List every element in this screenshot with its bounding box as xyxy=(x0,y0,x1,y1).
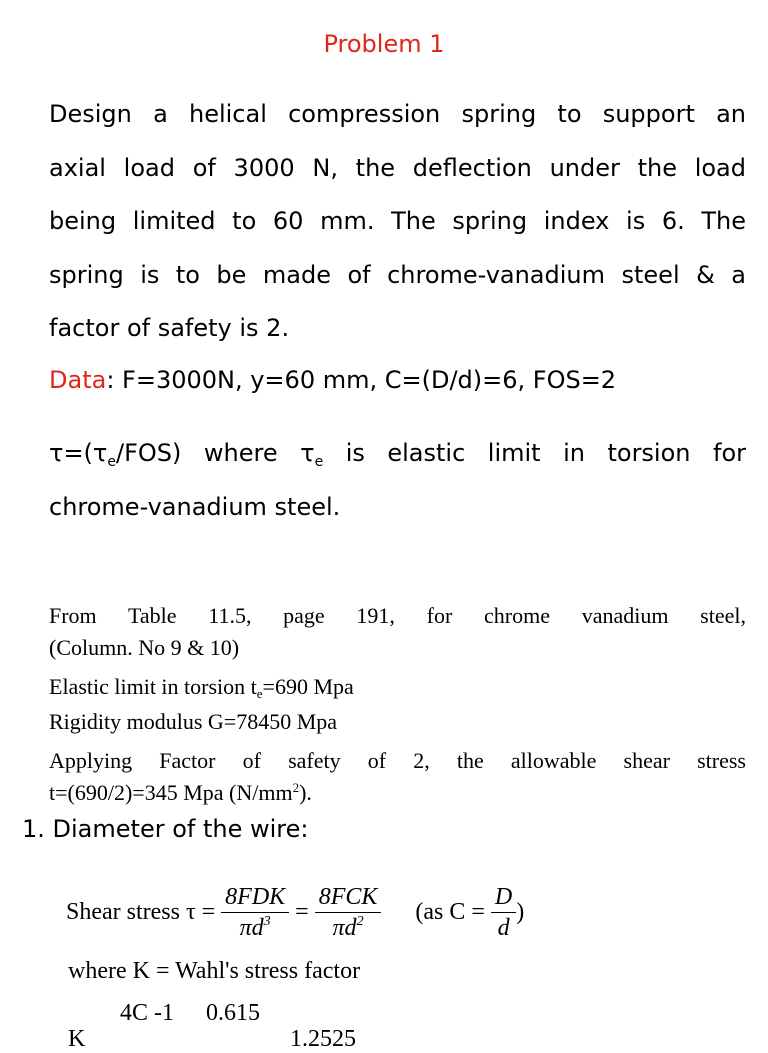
k-numerator: 4C -1 xyxy=(120,1000,174,1026)
k-result: 1.2525 xyxy=(290,1026,356,1052)
fraction: $\frac{\text{8FCK}}{\pi d^2}$ xyxy=(315,882,382,943)
table-reference xyxy=(49,600,746,664)
applying-line: Applying Factor of safety of 2, the allowable shear stress xyxy=(49,748,746,773)
problem-statement xyxy=(49,88,746,356)
problem-line: factor of safety is 2. xyxy=(49,314,290,342)
fraction: $\frac{\text{8FDK}}{\pi d^3}$ xyxy=(221,882,289,943)
k-numerator: 0.615 xyxy=(206,1000,260,1026)
applying-line: t=(690/2)=345 Mpa $(N/mm^2)$. xyxy=(49,780,312,805)
elastic-limit-line: Elastic limit in torsion $t_e=690$ Mpa xyxy=(49,674,354,701)
tau-word: torsion xyxy=(607,439,691,467)
tau-word: is xyxy=(345,439,365,467)
wahl-factor-line: where K = Wahl's stress factor xyxy=(68,958,361,984)
data-line xyxy=(49,366,746,394)
tau-symbol: $\tau_e$ xyxy=(300,439,324,470)
problem-line: spring is to be made of chrome-vanadium steel & a xyxy=(49,260,746,289)
tau-expression: $\tau=(\tau_e/FOS)$ xyxy=(49,439,182,470)
table-ref-line: From Table 11.5, page 191, for chrome vanadium steel, xyxy=(49,603,746,628)
tau-line-2: chrome-vanadium steel. xyxy=(49,493,341,521)
data-label: Data xyxy=(49,366,107,394)
k-symbol: K xyxy=(68,1026,86,1052)
problem-title: Problem 1 xyxy=(323,30,445,58)
allowable-shear-stress xyxy=(49,745,746,809)
table-ref-line: (Column. No 9 & 10) xyxy=(49,635,240,660)
problem-line: being limited to 60 mm. The spring index is 6. The xyxy=(49,207,746,235)
equals-sign: = xyxy=(295,899,309,925)
tau-word: in xyxy=(563,439,585,467)
fraction: $\frac{D}{d}$ xyxy=(491,882,516,943)
tau-word: for xyxy=(713,439,746,467)
step-heading: 1. Diameter of the wire: xyxy=(22,815,309,843)
allowable-stress-note xyxy=(49,426,746,534)
tau-word: elastic xyxy=(387,439,466,467)
formula-lhs: Shear stress τ = xyxy=(66,899,216,925)
data-values: : F=3000N, y=60 mm, C=(D/d)=6, FOS=2 xyxy=(106,366,617,394)
problem-line: axial load of 3000 N, the deflection under the load xyxy=(49,153,746,182)
shear-stress-formula: Shear stress τ = $\frac{\text{8FDK}}{\pi d^3}$ = $\frac{\text{8FCK}}{\pi d^2}$ (as C = $\frac{D}{d}$ ) xyxy=(66,884,525,941)
tau-word: where xyxy=(203,439,278,467)
formula-note: (as C = xyxy=(415,899,485,925)
tau-line-1 xyxy=(49,426,746,480)
problem-line: Design a helical compression spring to support an xyxy=(49,100,746,128)
rigidity-modulus-line: Rigidity modulus G=78450 Mpa xyxy=(49,709,338,734)
tau-word: limit xyxy=(487,439,541,467)
